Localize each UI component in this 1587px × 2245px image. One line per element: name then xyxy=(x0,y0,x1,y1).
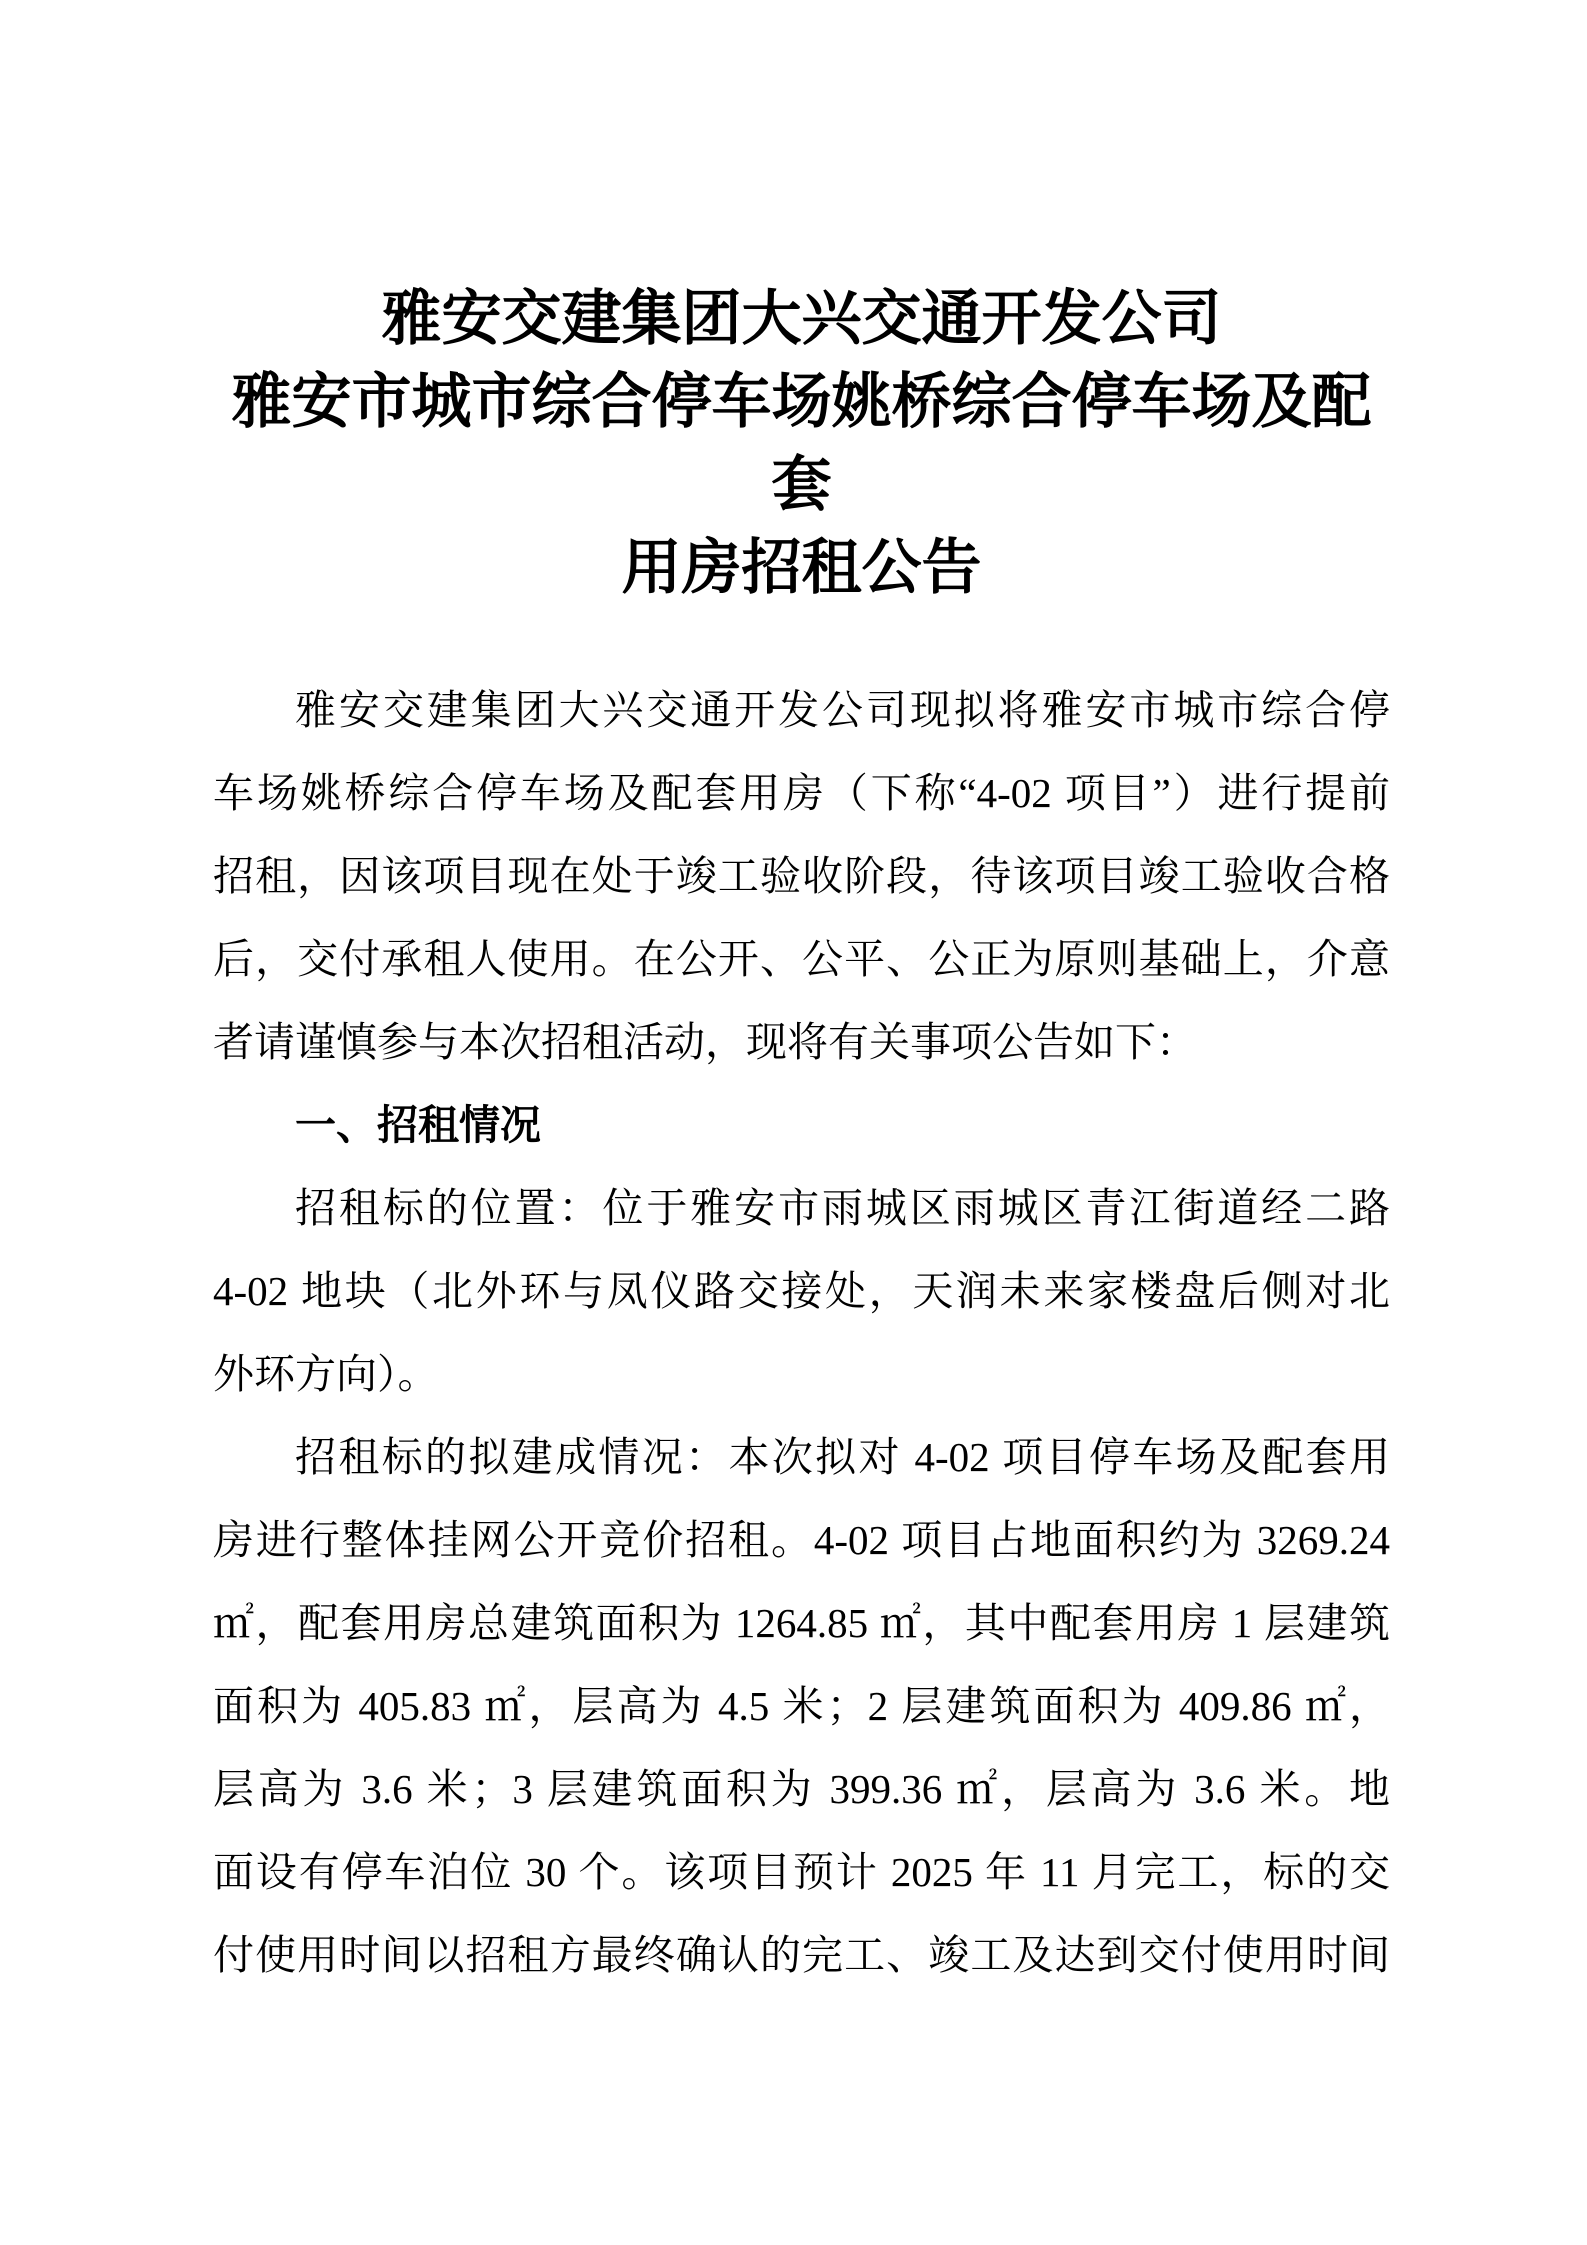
document-title xyxy=(213,278,1390,610)
content-column xyxy=(213,0,1390,1997)
text-line: 房进行整体挂网公开竞价招租。4-02 项目占地面积约为 3269.24 xyxy=(213,1517,1390,1563)
text-line: 招租标的位置：位于雅安市雨城区雨城区青江街道经二路 xyxy=(295,1185,1390,1231)
text-line: 雅安交建集团大兴交通开发公司现拟将雅安市城市综合停 xyxy=(295,687,1390,733)
text-line: 4-02 地块（北外环与凤仪路交接处，天润未来家楼盘后侧对北 xyxy=(213,1268,1390,1314)
section-heading: 一、招租情况 xyxy=(295,1102,541,1148)
text-line: 面积为 405.83 ㎡，层高为 4.5 米；2 层建筑面积为 409.86 ㎡， xyxy=(213,1683,1390,1729)
text-line: ㎡，配套用房总建筑面积为 1264.85 ㎡，其中配套用房 1 层建筑 xyxy=(213,1600,1390,1646)
title-line-1: 雅安交建集团大兴交通开发公司 xyxy=(381,286,1222,352)
text-line: 层高为 3.6 米；3 层建筑面积为 399.36 ㎡，层高为 3.6 米。地 xyxy=(213,1766,1390,1812)
title-line-3: 用房招租公告 xyxy=(621,535,982,601)
text-line: 外环方向）。 xyxy=(213,1351,439,1397)
text-line: 招租，因该项目现在处于竣工验收阶段，待该项目竣工验收合格 xyxy=(213,853,1390,899)
title-line-2: 雅安市城市综合停车场姚桥综合停车场及配套 xyxy=(231,369,1372,518)
text-line: 者请谨慎参与本次招租活动，现将有关事项公告如下： xyxy=(213,1019,1197,1065)
text-line: 面设有停车泊位 30 个。该项目预计 2025 年 11 月完工，标的交 xyxy=(213,1849,1390,1895)
text-line: 后，交付承租人使用。在公开、公平、公正为原则基础上，介意 xyxy=(213,936,1390,982)
document-body xyxy=(213,669,1390,1997)
text-line: 招租标的拟建成情况：本次拟对 4-02 项目停车场及配套用 xyxy=(295,1434,1390,1480)
text-line: 付使用时间以招租方最终确认的完工、竣工及达到交付使用时间 xyxy=(213,1932,1390,1978)
text-line: 车场姚桥综合停车场及配套用房（下称“4-02 项目”）进行提前 xyxy=(213,770,1390,816)
